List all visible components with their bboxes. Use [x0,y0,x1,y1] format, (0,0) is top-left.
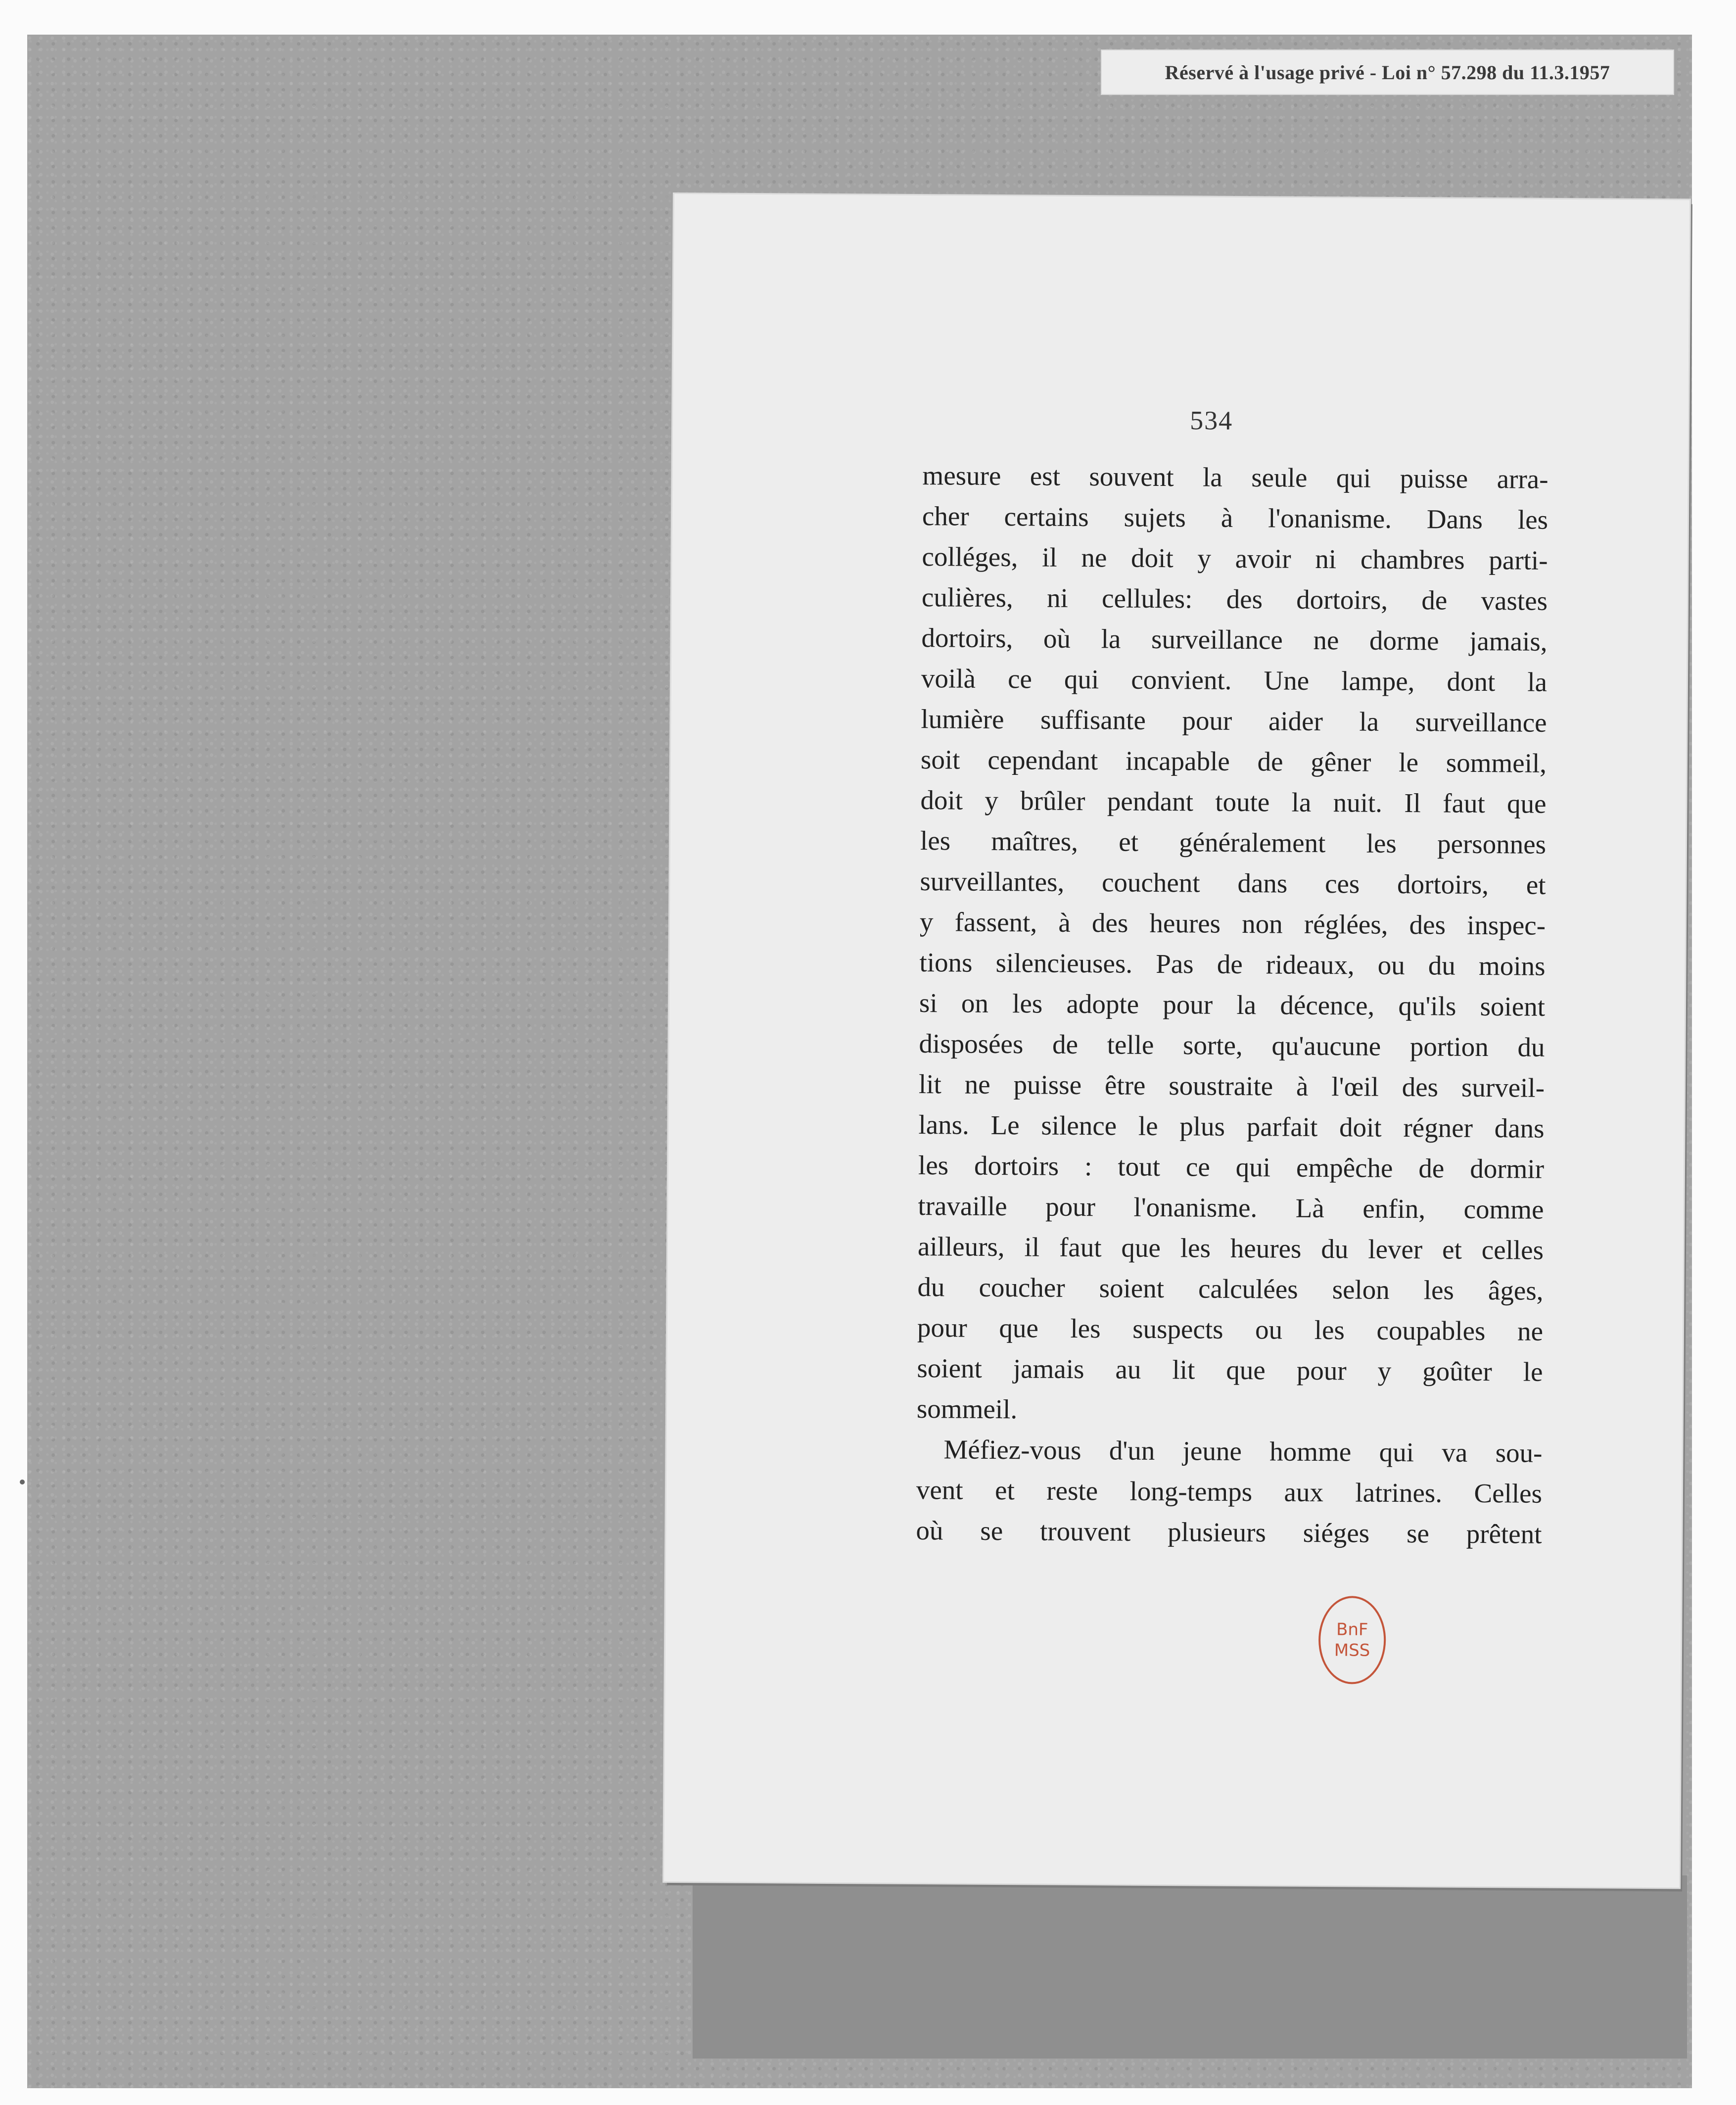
text-line: soient jamais au lit que pour y goûter le [917,1353,1543,1387]
text-line: pour que les suspects ou les coupables ne [917,1312,1544,1346]
text-line: où se trouvent plusieurs siéges se prêtent [916,1515,1542,1549]
page-number: 534 [1190,405,1233,435]
text-line: dortoirs, où la surveillance ne dorme jamais, [921,622,1548,657]
manuscript-page [664,194,1689,1887]
copyright-label: Réservé à l'usage privé - Loi n° 57.298 du 11.3.1957 [1101,49,1674,95]
stamp-line: BnF [1336,1620,1368,1640]
text-line: lans. Le silence le plus parfait doit régner dans [918,1109,1545,1144]
text-line: colléges, il ne doit y avoir ni chambres parti- [922,541,1548,575]
lower-paper-strip [693,1875,1687,2058]
text-line: les maîtres, et généralement les personnes [920,825,1547,860]
text-line: soit cependant incapable de gêner le sommeil, [920,744,1547,778]
text-line: surveillantes, couchent dans ces dortoirs, et [920,866,1546,900]
text-line: Méfiez-vous d'un jeune homme qui va sou- [943,1434,1543,1468]
stamp-line: MSS [1334,1640,1370,1661]
text-line: vent et reste long-temps aux latrines. Celles [916,1475,1543,1509]
text-line: du coucher soient calculées selon les âges, [917,1272,1544,1306]
text-line: cher certains sujets à l'onanisme. Dans les [922,501,1548,535]
page-body-text [916,455,1548,1555]
speck [20,1480,25,1484]
text-line: y fassent, à des heures non réglées, des inspec- [919,907,1546,941]
text-line: sommeil. [916,1393,1018,1425]
text-line: mesure est souvent la seule qui puisse arra- [922,460,1548,494]
text-line: voilà ce qui convient. Une lampe, dont la [921,663,1548,697]
text-line: les dortoirs : tout ce qui empêche de dormir [918,1150,1545,1184]
text-line: lumière suffisante pour aider la surveillance [921,704,1547,738]
text-line: tions silencieuses. Pas de rideaux, ou du moins [919,947,1546,981]
text-line: lit ne puisse être soustraite à l'œil des surveil- [918,1069,1545,1103]
text-line: travaille pour l'onanisme. Là enfin, comme [918,1191,1544,1225]
text-line: ailleurs, il faut que les heures du lever et celles [917,1231,1544,1265]
library-stamp [1318,1596,1386,1684]
text-line: si on les adopte pour la décence, qu'ils soient [919,988,1546,1022]
text-line: doit y brûler pendant toute la nuit. Il faut que [920,785,1547,819]
text-line: culières, ni cellules: des dortoirs, de vastes [921,582,1548,616]
text-line: disposées de telle sorte, qu'aucune portion du [919,1028,1545,1062]
